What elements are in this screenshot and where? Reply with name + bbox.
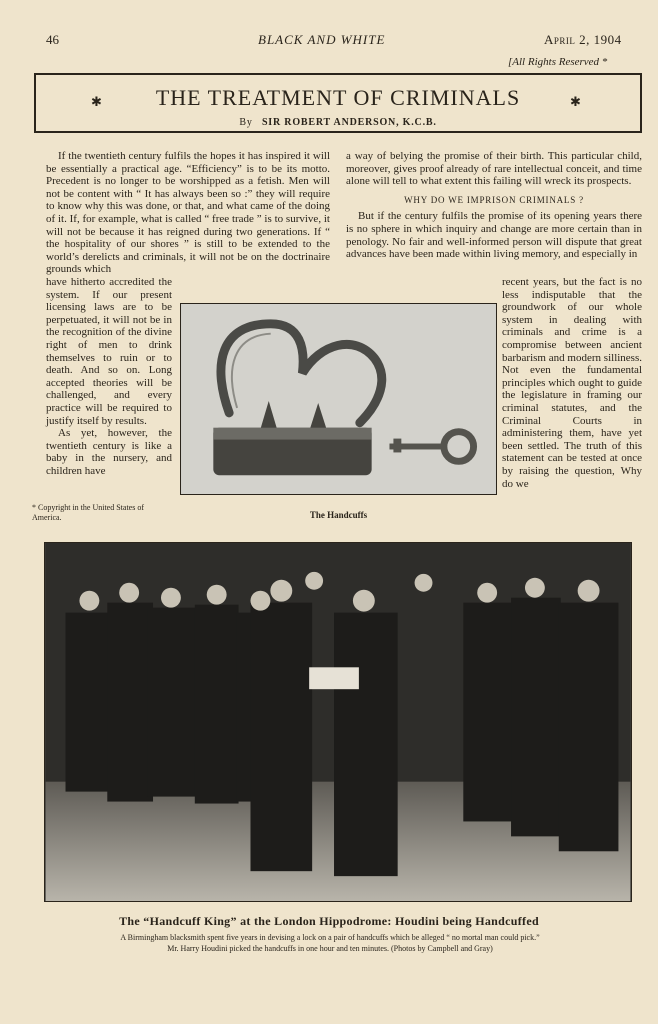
photo-subcaption-line: Mr. Harry Houdini picked the handcuffs in one hour and ten minutes. (Photos by Campbell and Gray) <box>167 944 493 953</box>
photo-caption: The “Handcuff King” at the London Hippodrome: Houdini being Handcuffed <box>119 914 539 928</box>
paragraph: recent years, but the fact is no less indisputable that the groundwork of our whole system in dealing with criminals and crime is a compromise between ancient barbarism and modern silliness. Not even the fundamental principles which ought to guide the legislature in framing our criminal statutes, and the Criminal Courts in administering them, have yet been settled. The truth of this statement can be tested at once by raising the question, Why do we <box>502 276 642 490</box>
star-ornament-icon: ✱ <box>91 94 102 109</box>
byline <box>36 117 640 128</box>
byline-prefix: By <box>239 117 253 128</box>
handcuffs-illustration <box>181 304 496 494</box>
column-right-bottom <box>502 276 642 490</box>
star-ornament-icon: ✱ <box>570 94 581 109</box>
photo-subcaption <box>60 932 600 954</box>
paragraph: But if the century fulfils the promise of its opening years there is no sphere in which inquiry and change are more certain than in penology. No fair and well-informed person will dispute that great advances have been made within living memory, and especially in <box>346 210 642 261</box>
crowd-photo-illustration <box>45 543 631 901</box>
rights-notice: [All Rights Reserved * <box>508 56 608 68</box>
page-number: 46 <box>46 32 59 47</box>
issue-date: April 2, 1904 <box>544 32 622 47</box>
author-name: SIR ROBERT ANDERSON, K.C.B. <box>261 117 437 128</box>
houdini-photo <box>44 542 632 902</box>
paragraph: a way of belying the promise of their birth. This particular child, moreover, gives proof already of rare intellectual conceit, and time alone will tell to what extent this failing will wreck its prospects. <box>346 150 642 188</box>
handcuffs-caption: The Handcuffs <box>309 510 368 520</box>
handcuffs-photo <box>180 303 497 495</box>
column-right-top <box>346 150 642 261</box>
column-left-top <box>46 150 330 276</box>
paragraph: have hitherto accredited the system. If our present licensing laws are to be perpetuated, it will not be in the recognition of the divine right of men to drink themselves to ruin or to death. And so on. Long accepted theories will be challenged, and every practice will be required to justify itself by results. <box>46 276 172 427</box>
paragraph: As yet, however, the twentieth century is like a baby in the nursery, and children have <box>46 427 172 477</box>
photo-subcaption-line: A Birmingham blacksmith spent five years in devising a lock on a pair of handcuffs which be alleged “ no mortal man could pick.” <box>120 933 540 942</box>
column-left-bottom <box>46 276 172 478</box>
section-subhead: WHY DO WE IMPRISON CRIMINALS ? <box>404 194 584 205</box>
title-box <box>34 73 642 133</box>
article-title: THE TREATMENT OF CRIMINALS <box>155 85 521 110</box>
publication-name: BLACK AND WHITE <box>258 32 386 47</box>
copyright-footnote: * Copyright in the United States of America. <box>32 503 144 522</box>
paragraph: If the twentieth century fulfils the hopes it has inspired it will be essentially a practical age. “Efficiency” is to be its motto. Precedent is no longer to be worshipped as a fetish. Men will not be content with “ It has always been so :” they will require to know why this was done, or that, and what came of the doing of it. If, for example, what is called “ free trade ” is to survive, it will not be because it has reigned during two generations. If “ the hospitality of our shores ” is still to be extended to the world’s derelicts and criminals, it will not be on the doctrinaire grounds which <box>46 150 330 276</box>
